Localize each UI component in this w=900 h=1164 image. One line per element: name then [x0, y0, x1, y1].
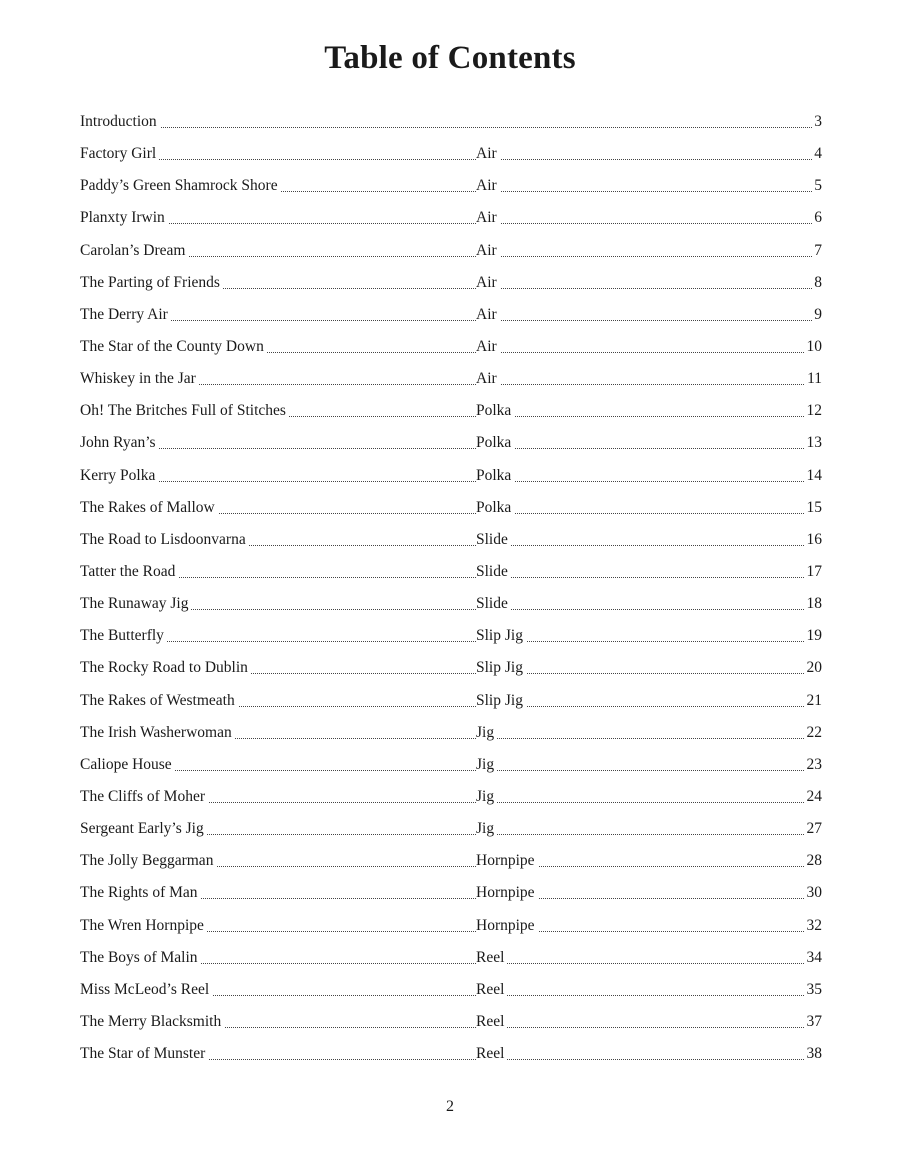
toc-entry-genre: Hornpipe	[476, 916, 538, 936]
toc-entry-page: 22	[806, 723, 822, 741]
toc-entry-page: 5	[814, 177, 822, 195]
toc-entry-genre: Slide	[476, 530, 511, 550]
toc-entry-genre: Air	[476, 144, 500, 164]
toc-entry-genre: Air	[476, 369, 500, 389]
toc-entry-page: 14	[806, 466, 822, 484]
toc-entry-title: The Star of the County Down	[80, 337, 267, 357]
toc-entry-genre: Air	[476, 176, 500, 196]
toc-entry-genre: Air	[476, 208, 500, 228]
toc-entry[interactable]	[80, 301, 822, 333]
toc-entry-title: The Road to Lisdoonvarna	[80, 530, 249, 550]
toc-entry[interactable]	[80, 622, 822, 654]
toc-entry[interactable]	[80, 269, 822, 301]
toc-entry[interactable]	[80, 558, 822, 590]
toc-entry-page: 4	[814, 145, 822, 163]
toc-entry-page: 21	[806, 691, 822, 709]
dot-leader	[80, 481, 822, 482]
toc-entry-genre: Reel	[476, 1044, 507, 1064]
toc-entry-page: 35	[806, 980, 822, 998]
toc-entry[interactable]	[80, 719, 822, 751]
toc-entry-genre: Slip Jig	[476, 626, 526, 646]
toc-entry-title: The Cliffs of Moher	[80, 787, 208, 807]
toc-entry-genre: Air	[476, 273, 500, 293]
toc-entry-title: Introduction	[80, 112, 160, 132]
toc-entry[interactable]	[80, 462, 822, 494]
toc-entry-page: 27	[806, 820, 822, 838]
dot-leader	[80, 223, 822, 224]
toc-entry-genre: Reel	[476, 980, 507, 1000]
page-title: Table of Contents	[324, 40, 576, 76]
toc-entry-title: Kerry Polka	[80, 466, 158, 486]
toc-entry-genre: Air	[476, 241, 500, 261]
toc-entry-page: 13	[806, 434, 822, 452]
toc-entry-genre: Slide	[476, 562, 511, 582]
toc-entry-title: The Rakes of Mallow	[80, 498, 218, 518]
toc-entry-page: 16	[806, 530, 822, 548]
toc-entry-genre: Jig	[476, 755, 497, 775]
toc-entry[interactable]	[80, 429, 822, 461]
toc-entry-title: Sergeant Early’s Jig	[80, 819, 207, 839]
toc-entry-genre: Reel	[476, 948, 507, 968]
toc-entry-page: 37	[806, 1012, 822, 1030]
toc-entry-genre: Slide	[476, 594, 511, 614]
toc-entry-title: The Rocky Road to Dublin	[80, 658, 251, 678]
toc-entry-page: 34	[806, 948, 822, 966]
toc-entry-genre: Jig	[476, 723, 497, 743]
toc-entry-genre: Reel	[476, 1012, 507, 1032]
toc-entry-title: The Parting of Friends	[80, 273, 223, 293]
toc-entry-title: The Rakes of Westmeath	[80, 691, 238, 711]
toc-entry-page: 9	[814, 305, 822, 323]
toc-entry-page: 28	[806, 852, 822, 870]
toc-entry-title: The Jolly Beggarman	[80, 851, 216, 871]
toc-entry[interactable]	[80, 526, 822, 558]
toc-entry-page: 32	[806, 916, 822, 934]
toc-entry-genre: Air	[476, 337, 500, 357]
dot-leader	[80, 770, 822, 771]
dot-leader	[80, 159, 822, 160]
toc-entry[interactable]	[80, 751, 822, 783]
toc-entry[interactable]	[80, 172, 822, 204]
toc-entry[interactable]	[80, 365, 822, 397]
toc-entry[interactable]	[80, 237, 822, 269]
toc-entry[interactable]	[80, 687, 822, 719]
dot-leader	[80, 577, 822, 578]
toc-entry-page: 12	[806, 402, 822, 420]
toc-entry[interactable]	[80, 1008, 822, 1040]
toc-entry-genre: Slip Jig	[476, 658, 526, 678]
toc-entry-page: 8	[814, 273, 822, 291]
toc-entry[interactable]	[80, 494, 822, 526]
toc-entry-title: John Ryan’s	[80, 433, 159, 453]
toc-entry-title: The Boys of Malin	[80, 948, 201, 968]
toc-entry-genre: Hornpipe	[476, 883, 538, 903]
toc-entry-page: 38	[806, 1045, 822, 1063]
toc-entry-page: 18	[806, 595, 822, 613]
toc-entry-genre: Jig	[476, 819, 497, 839]
toc-entry[interactable]	[80, 654, 822, 686]
toc-entry-title: Oh! The Britches Full of Stitches	[80, 401, 289, 421]
toc-entry-title: Planxty Irwin	[80, 208, 168, 228]
toc-entry-page: 3	[814, 113, 822, 130]
toc-entry[interactable]	[80, 1040, 822, 1072]
toc-entry[interactable]	[80, 912, 822, 944]
toc-entry-page: 24	[806, 787, 822, 805]
toc-entry-genre: Air	[476, 305, 500, 325]
toc-entry-page: 6	[814, 209, 822, 227]
toc-entry-title: The Star of Munster	[80, 1044, 208, 1064]
toc-entry-genre: Polka	[476, 433, 514, 453]
toc-entry-page: 11	[807, 370, 822, 388]
toc-entry-genre: Polka	[476, 498, 514, 518]
toc-entry-title: Tatter the Road	[80, 562, 178, 582]
dot-leader	[80, 127, 822, 128]
toc-entry[interactable]	[80, 783, 822, 815]
table-of-contents	[80, 108, 822, 1072]
toc-entry[interactable]	[80, 140, 822, 172]
dot-leader	[80, 320, 822, 321]
toc-entry[interactable]	[80, 879, 822, 911]
toc-entry-title: The Rights of Man	[80, 883, 201, 903]
toc-entry[interactable]	[80, 333, 822, 365]
toc-entry-title: Whiskey in the Jar	[80, 369, 199, 389]
toc-entry-title: The Derry Air	[80, 305, 171, 325]
toc-entry-title: The Butterfly	[80, 626, 167, 646]
toc-entry-title: The Wren Hornpipe	[80, 916, 207, 936]
toc-entry-genre: Slip Jig	[476, 691, 526, 711]
toc-entry-page: 19	[806, 627, 822, 645]
toc-entry[interactable]	[80, 397, 822, 429]
toc-entry-genre: Polka	[476, 401, 514, 421]
toc-entry-genre: Jig	[476, 787, 497, 807]
toc-entry-title: Caliope House	[80, 755, 175, 775]
dot-leader	[80, 256, 822, 257]
toc-entry[interactable]	[80, 976, 822, 1008]
toc-entry-title: Miss McLeod’s Reel	[80, 980, 212, 1000]
toc-entry-page: 15	[806, 498, 822, 516]
dot-leader	[80, 641, 822, 642]
toc-entry-title: Paddy’s Green Shamrock Shore	[80, 176, 281, 196]
toc-entry[interactable]	[80, 944, 822, 976]
toc-entry-page: 30	[806, 884, 822, 902]
toc-entry-title: Carolan’s Dream	[80, 241, 188, 261]
toc-entry[interactable]	[80, 815, 822, 847]
toc-entry-page: 17	[806, 562, 822, 580]
toc-entry[interactable]	[80, 847, 822, 879]
toc-entry-page: 10	[806, 337, 822, 355]
toc-entry[interactable]	[80, 204, 822, 236]
toc-entry-page: 7	[814, 241, 822, 259]
toc-entry[interactable]	[80, 590, 822, 622]
toc-entry-title: The Irish Washerwoman	[80, 723, 235, 743]
toc-entry-title: Factory Girl	[80, 144, 159, 164]
toc-entry-title: The Runaway Jig	[80, 594, 191, 614]
toc-entry-page: 20	[806, 659, 822, 677]
toc-entry-page: 23	[806, 755, 822, 773]
toc-entry-genre: Polka	[476, 466, 514, 486]
toc-entry-title: The Merry Blacksmith	[80, 1012, 224, 1032]
dot-leader	[80, 448, 822, 449]
toc-entry[interactable]	[80, 108, 822, 140]
page-number: 2	[446, 1098, 454, 1115]
toc-entry-genre: Hornpipe	[476, 851, 538, 871]
